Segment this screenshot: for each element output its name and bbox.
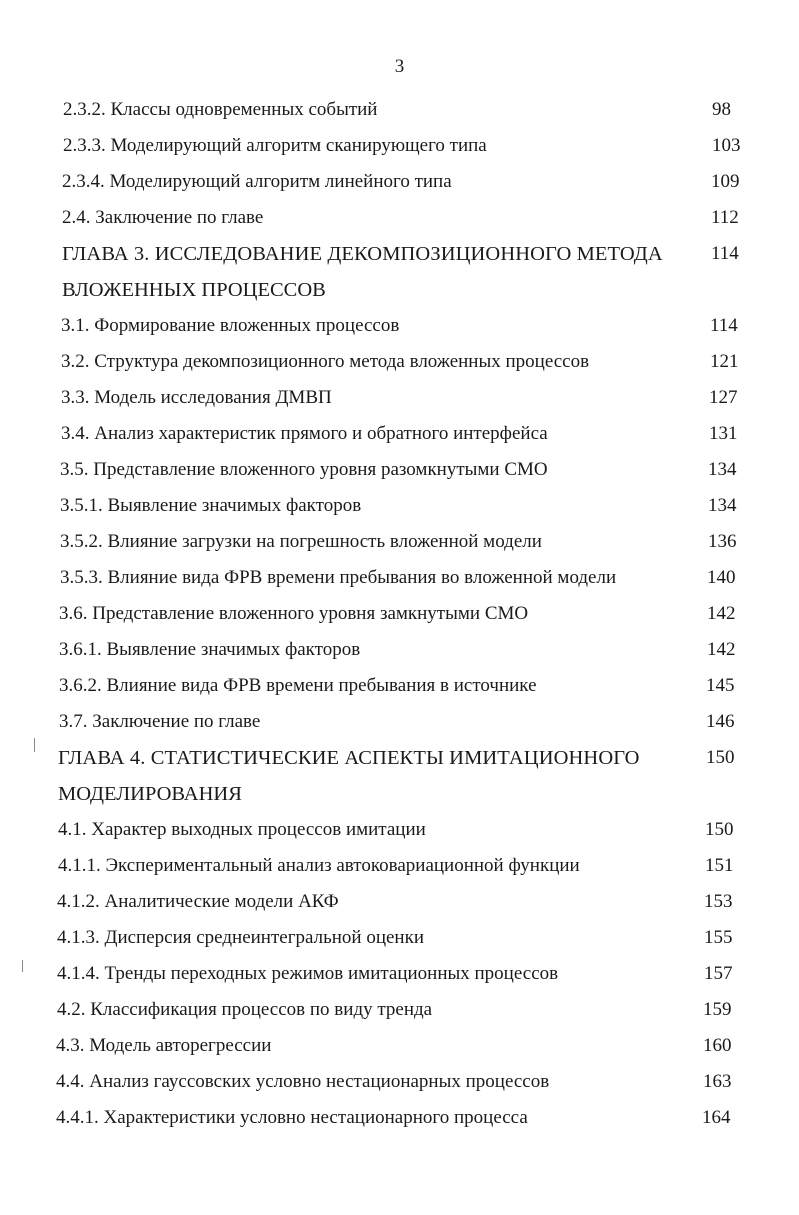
toc-entry-title: 4.1.2. Аналитические модели АКФ	[57, 891, 339, 912]
toc-entry-page: 136	[708, 531, 737, 552]
toc-entry	[0, 524, 799, 560]
toc-entry-page: 134	[708, 459, 737, 480]
toc-entry	[0, 164, 799, 200]
toc-entry	[0, 1064, 799, 1100]
toc-entry-page: 146	[706, 711, 735, 732]
toc-entry-title: 4.1.3. Дисперсия среднеинтегральной оценки	[57, 927, 425, 948]
toc-entry-page: 151	[705, 855, 734, 876]
toc-entry-title: 3.5.2. Влияние загрузки на погрешность вложенной модели	[60, 531, 542, 552]
toc-entry	[0, 560, 799, 596]
toc-entry	[0, 668, 799, 704]
toc-entry-page: 150	[705, 819, 734, 840]
toc-entry	[0, 308, 799, 344]
toc-entry	[0, 380, 799, 416]
toc-chapter-entry	[0, 740, 799, 776]
toc-entry-title: 4.4. Анализ гауссовских условно нестационарных процессов	[56, 1071, 550, 1092]
toc-entry	[0, 344, 799, 380]
toc-entry-page: 112	[711, 207, 739, 228]
toc-entry-page: 103	[712, 135, 741, 156]
toc-chapter-entry	[0, 236, 799, 272]
toc-entry-title-line2: МОДЕЛИРОВАНИЯ	[58, 783, 242, 805]
toc-entry-page: 145	[706, 675, 735, 696]
toc-entry-page: 150	[706, 747, 735, 768]
margin-mark	[34, 738, 35, 752]
toc-entry	[0, 1100, 799, 1136]
toc-entry	[0, 884, 799, 920]
toc-entry-title: 4.1.1. Экспериментальный анализ автоковариационной функции	[58, 855, 580, 876]
toc-entry-title: 3.5. Представление вложенного уровня разомкнутыми СМО	[60, 459, 548, 480]
toc-entry-title: 3.6. Представление вложенного уровня замкнутыми СМО	[59, 603, 529, 624]
toc-entry-title: 3.5.1. Выявление значимых факторов	[60, 495, 362, 516]
toc-entry-page: 127	[709, 387, 738, 408]
toc-entry-title: 2.4. Заключение по главе	[62, 207, 264, 228]
toc-entry-title: 3.1. Формирование вложенных процессов	[61, 315, 400, 336]
table-of-contents	[0, 92, 799, 1136]
toc-entry	[0, 416, 799, 452]
toc-entry-page: 164	[702, 1107, 731, 1128]
toc-entry-title: 4.2. Классификация процессов по виду тренда	[57, 999, 433, 1020]
toc-entry-page: 121	[710, 351, 739, 372]
toc-entry	[0, 1028, 799, 1064]
toc-entry	[0, 596, 799, 632]
toc-entry	[0, 920, 799, 956]
toc-entry-page: 142	[707, 603, 736, 624]
toc-entry-title: 3.6.2. Влияние вида ФРВ времени пребывания в источнике	[59, 675, 537, 696]
toc-entry-page: 140	[707, 567, 736, 588]
toc-entry-title: 3.3. Модель исследования ДМВП	[61, 387, 332, 408]
toc-entry	[0, 92, 799, 128]
toc-entry-title: 4.3. Модель авторегрессии	[56, 1035, 272, 1056]
toc-entry-page: 98	[712, 99, 731, 120]
toc-entry-page: 153	[704, 891, 733, 912]
toc-entry-page: 142	[707, 639, 736, 660]
toc-entry-title: 3.7. Заключение по главе	[59, 711, 261, 732]
toc-entry-title-line2: ВЛОЖЕННЫХ ПРОЦЕССОВ	[62, 279, 326, 301]
toc-entry	[0, 200, 799, 236]
toc-chapter-title-continuation	[0, 776, 799, 812]
toc-entry-title: 3.6.1. Выявление значимых факторов	[59, 639, 361, 660]
toc-entry-title: 2.3.2. Классы одновременных событий	[63, 99, 378, 120]
toc-entry-page: 157	[704, 963, 733, 984]
toc-entry-title: ГЛАВА 3. ИССЛЕДОВАНИЕ ДЕКОМПОЗИЦИОННОГО МЕТОДА	[62, 243, 663, 265]
toc-entry-page: 160	[703, 1035, 732, 1056]
toc-entry-page: 109	[711, 171, 740, 192]
toc-chapter-title-continuation	[0, 272, 799, 308]
toc-entry	[0, 812, 799, 848]
page-number: 3	[394, 56, 405, 77]
toc-entry	[0, 992, 799, 1028]
toc-entry-title: 3.4. Анализ характеристик прямого и обратного интерфейса	[61, 423, 548, 444]
toc-entry-title: 3.2. Структура декомпозиционного метода вложенных процессов	[61, 351, 590, 372]
toc-entry-page: 131	[709, 423, 738, 444]
toc-entry	[0, 452, 799, 488]
toc-entry-title: 2.3.3. Моделирующий алгоритм сканирующего типа	[63, 135, 487, 156]
margin-mark	[22, 960, 23, 972]
toc-entry	[0, 704, 799, 740]
toc-entry-page: 114	[710, 315, 738, 336]
toc-entry-page: 163	[703, 1071, 732, 1092]
toc-entry-title: 3.5.3. Влияние вида ФРВ времени пребывания во вложенной модели	[60, 567, 617, 588]
toc-entry-page: 114	[711, 243, 739, 264]
toc-entry-title: 2.3.4. Моделирующий алгоритм линейного типа	[62, 171, 452, 192]
toc-entry-title: ГЛАВА 4. СТАТИСТИЧЕСКИЕ АСПЕКТЫ ИМИТАЦИОННОГО	[58, 747, 640, 769]
toc-entry-page: 134	[708, 495, 737, 516]
toc-entry-title: 4.1.4. Тренды переходных режимов имитационных процессов	[57, 963, 559, 984]
toc-entry	[0, 128, 799, 164]
toc-entry	[0, 488, 799, 524]
toc-entry-title: 4.1. Характер выходных процессов имитации	[58, 819, 426, 840]
toc-entry	[0, 956, 799, 992]
toc-entry-title: 4.4.1. Характеристики условно нестационарного процесса	[56, 1107, 528, 1128]
toc-entry	[0, 848, 799, 884]
toc-entry-page: 159	[703, 999, 732, 1020]
toc-entry-page: 155	[704, 927, 733, 948]
toc-entry	[0, 632, 799, 668]
